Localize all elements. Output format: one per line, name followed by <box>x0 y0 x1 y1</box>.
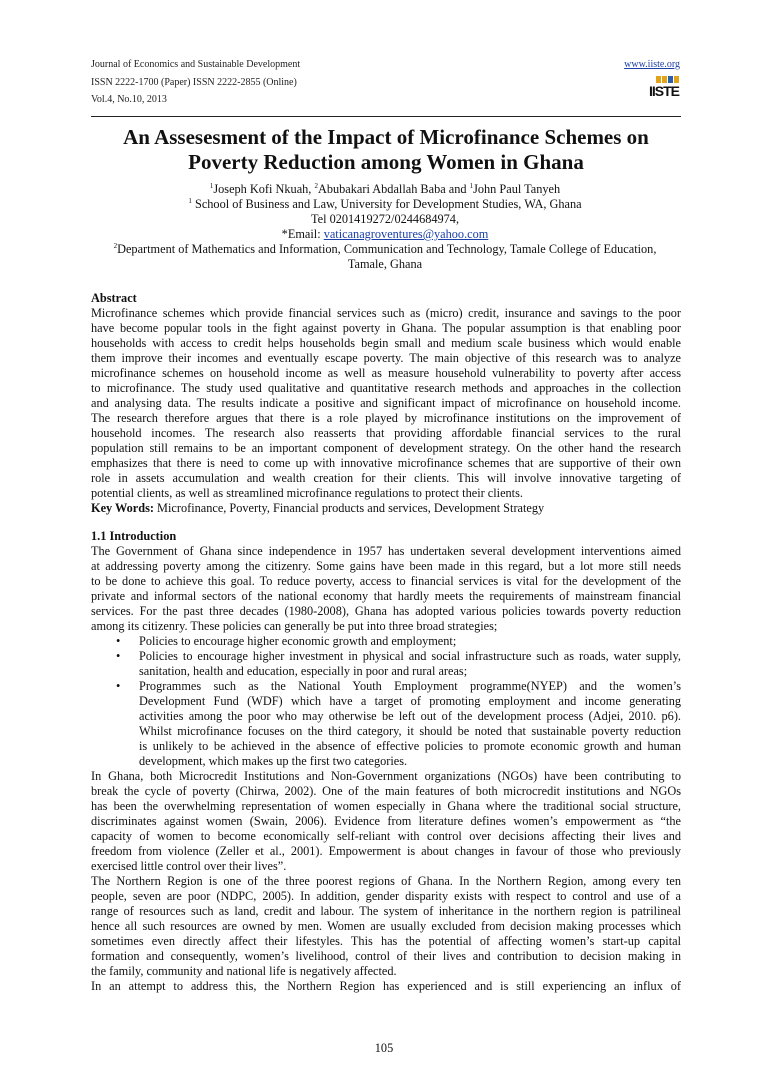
text-line: The Northern Region is one of the three poorest regions of Ghana. In the Northern Region, among every ten <box>91 874 681 888</box>
header-divider <box>91 116 681 117</box>
text-line: to be done to achieve this goal. To reduce poverty, access to financial services is vital for the development of the <box>91 574 681 588</box>
text-line: and analysing data. The results indicate a positive and significant impact of microfinance on household income. <box>91 396 681 410</box>
bullet-item <box>91 649 681 679</box>
bullet-item <box>91 634 681 649</box>
journal-header <box>91 56 300 109</box>
journal-issn: ISSN 2222-1700 (Paper) ISSN 2222-2855 (Online) <box>91 76 297 88</box>
intro-paragraph <box>91 874 681 979</box>
text-line: emphasizes that there is need to come up with innovative microfinance schemes that are supportive of their own <box>91 456 681 470</box>
email-line <box>60 227 710 242</box>
text-line: exercised little control over their lives”. <box>91 859 287 873</box>
affiliation-text: Department of Mathematics and Information, Communication and Technology, Tamale College of Education, <box>117 242 657 256</box>
text-line: hence all such resources are owned by men. Women are usually excluded from decision making processes which <box>91 919 681 933</box>
bullet-text <box>139 679 681 769</box>
text-line: capacity of women to become economically self-reliant with control over decisions affecting their lives and <box>91 829 681 843</box>
text-line: at addressing poverty among the citizenry. Some gains have been made in this regard, but a lot more still needs <box>91 559 681 573</box>
abstract-paragraph <box>91 306 681 501</box>
text-line: Programmes such as the National Youth Employment programme(NYEP) and the women’s <box>139 679 681 693</box>
intro-paragraph <box>91 544 681 634</box>
affiliation-sup: 2 <box>113 242 118 250</box>
author-sup: 1 <box>469 182 474 190</box>
text-line: formation and consequently, women’s livelihood, control of their lives and contribution to decision making in <box>91 949 681 963</box>
affiliation-2-city: Tamale, Ghana <box>347 257 423 271</box>
text-line: In an attempt to address this, the Northern Region has experienced and is still experiencing an influx of <box>91 979 681 993</box>
keywords-line <box>91 501 681 516</box>
author-sup: 2 <box>314 182 318 190</box>
affiliation-text: School of Business and Law, University for Development Studies, WA, Ghana <box>191 197 582 211</box>
text-line: microfinance schemes on household income as well as measure household vulnerability to poverty after access <box>91 366 681 380</box>
logo-bars-icon <box>649 76 679 83</box>
text-line: sometimes even directly affect their lifestyles. This has the potential of affecting women’s start-up capital <box>91 934 681 948</box>
text-line: Policies to encourage higher economic growth and employment; <box>139 634 457 648</box>
text-line: to microfinance. The study used qualitative and quantitative research methods and approaches in the collection <box>91 381 681 395</box>
logo-text: IISTE <box>649 83 680 99</box>
affiliation-2 <box>60 242 710 257</box>
abstract-heading: Abstract <box>91 291 137 305</box>
text-line: private and informal sectors of the national economy that hardly meets the requirements of mainstream financial <box>91 589 681 603</box>
affiliation-1 <box>60 197 710 212</box>
text-line: discriminates against women (Swain, 2006). Evidence from literature defines women’s empowerment as “the <box>91 814 681 828</box>
text-line: Development Fund (WDF) which have a target of promoting employment and income generating <box>139 694 681 708</box>
text-line: freedom from violence (Zeller et al., 2001). Empowerment is about changes in favour of those who previously <box>91 844 681 858</box>
author-sup: 1 <box>209 182 214 190</box>
keywords-text: Microfinance, Poverty, Financial products and services, Development Strategy <box>153 501 545 515</box>
text-line: Whilst microfinance focuses on the third category, it should be noted that sustainable poverty reduction <box>139 724 681 738</box>
text-line: people, seven are poor (NDPC, 2005). In addition, gender disparity exists with respect to control and use of a <box>91 889 681 903</box>
text-line: is unlikely to be achieved in the absence of effective policies to promote economic growth and human <box>139 739 681 753</box>
text-line: role in assets accumulation and wealth creation for their clients. This will involve innovative targeting of <box>91 471 681 485</box>
text-line: the family, community and national life is negatively affected. <box>91 964 397 978</box>
author-name: John Paul Tanyeh <box>473 182 561 196</box>
author-name: Abubakari Abdallah Baba and <box>317 182 470 196</box>
bullet-text <box>139 649 681 679</box>
text-line: among its citizenry. These policies can generally be put into three broad strategies; <box>91 619 498 633</box>
introduction-heading: 1.1 Introduction <box>91 529 177 543</box>
text-line: In Ghana, both Microcredit Institutions and Non-Government organizations (NGOs) have been contributing to <box>91 769 681 783</box>
website-link[interactable]: www.iiste.org <box>624 59 680 70</box>
author-list <box>60 182 710 197</box>
text-line: has been the overwhelming representation of women especially in Ghana where the traditional social structure, <box>91 799 681 813</box>
paper-title <box>91 125 681 175</box>
text-line: development, which makes up the first two categories. <box>139 754 408 768</box>
intro-paragraph <box>91 769 681 874</box>
bullet-icon: • <box>116 679 121 693</box>
text-line: population still remains to be an important component of development strategy. On the other hand the research <box>91 441 681 455</box>
affiliation-sup: 1 <box>188 197 192 205</box>
text-line: household incomes. The research also reasserts that providing affordable financial services to the rural <box>91 426 681 440</box>
text-line: them improve their incomes and eventually escape poverty. The main objective of this research was to analyze <box>91 351 681 365</box>
text-line: range of resources such as land, credit and labour. The system of inheritance in the northern region is patrilineal <box>91 904 681 918</box>
text-line: Microfinance schemes which provide financial services such as (micro) credit, insurance and savings to the poor <box>91 306 681 320</box>
page-number: 105 <box>374 1041 394 1055</box>
email-link[interactable]: vaticanagroventures@yahoo.com <box>323 227 489 241</box>
text-line: The research therefore argues that there is a role played by microfinance institutions on the improvement of <box>91 411 681 425</box>
title-line: An Assesesment of the Impact of Microfinance Schemes on <box>123 125 649 149</box>
title-line: Poverty Reduction among Women in Ghana <box>188 150 584 174</box>
text-line: activities among the poor who may otherwise be left out of the development process (Adjei, 2010. p6). <box>139 709 681 723</box>
abstract-section <box>91 291 681 516</box>
author-name: Joseph Kofi Nkuah, <box>213 182 315 196</box>
authors-block <box>60 182 710 272</box>
text-line: services. For the past three decades (1980-2008), Ghana has adopted various policies towards poverty reduction <box>91 604 681 618</box>
text-line: have become popular tools in the fight against poverty in Ghana. The popular assumption is that enabling poor <box>91 321 681 335</box>
intro-paragraph <box>91 979 681 994</box>
bullet-icon: • <box>116 649 121 663</box>
bullet-text <box>139 634 681 649</box>
journal-name: Journal of Economics and Sustainable Development <box>91 59 301 70</box>
bullet-item <box>91 679 681 769</box>
text-line: The Government of Ghana since independence in 1957 has undertaken several development interventions aimed <box>91 544 681 558</box>
text-line: Policies to encourage higher investment in physical and social infrastructure such as roads, water supply, <box>139 649 681 663</box>
text-line: break the cycle of poverty (Chirwa, 2002). One of the main features of both microcredit institutions and NGOs <box>91 784 681 798</box>
telephone: Tel 0201419272/0244684974, <box>310 212 460 226</box>
iiste-logo <box>649 76 679 106</box>
text-line: potential clients, as well as streamlined microfinance regulations to protect their clients. <box>91 486 523 500</box>
bullet-icon: • <box>116 634 121 648</box>
text-line: households with access to credit helps households begin small and medium scale business which would enable <box>91 336 681 350</box>
email-label: *Email: <box>281 227 324 241</box>
introduction-section <box>91 529 681 994</box>
text-line: sanitation, health and education, especially in poor and rural areas; <box>139 664 468 678</box>
keywords-label: Key Words: <box>91 501 154 515</box>
journal-volume: Vol.4, No.10, 2013 <box>91 94 167 105</box>
